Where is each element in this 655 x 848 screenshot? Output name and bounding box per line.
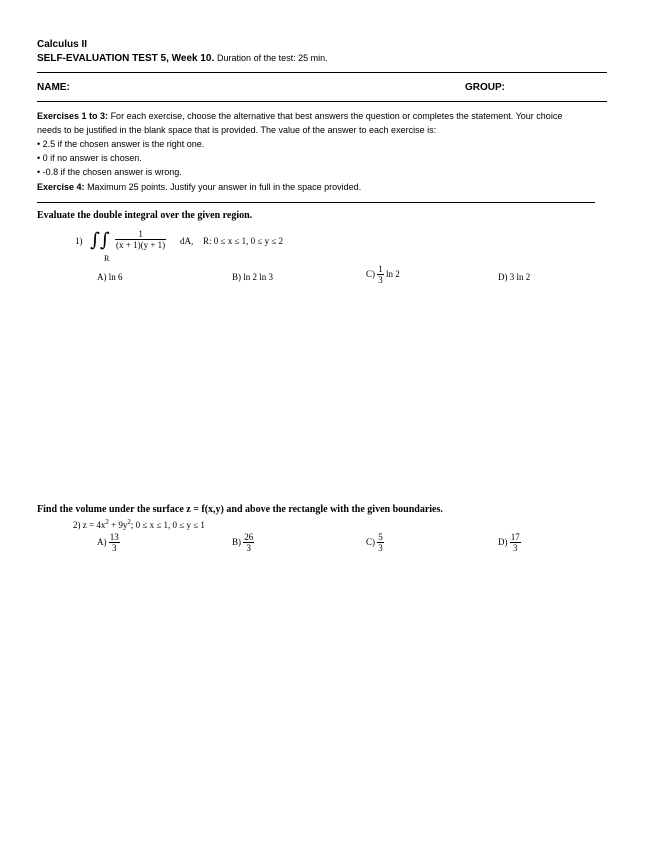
option-numerator: 1 (378, 264, 383, 274)
option-label: A) (97, 272, 107, 282)
option-1a[interactable] (97, 272, 123, 282)
option-2a[interactable] (97, 533, 120, 553)
problem-2-number: 2) (73, 520, 81, 530)
bullet-wrong: • -0.8 if the chosen answer is wrong. (37, 167, 182, 177)
section-1-heading: Evaluate the double integral over the given region. (37, 210, 253, 221)
test-title-line (37, 53, 328, 64)
option-numerator: 5 (378, 532, 383, 542)
problem-1-number: 1) (75, 236, 83, 246)
option-value: 3 ln 2 (509, 272, 531, 282)
option-denominator: 3 (109, 542, 120, 553)
option-1b[interactable] (232, 272, 273, 282)
option-2b[interactable] (232, 533, 254, 553)
section-2-heading: Find the volume under the surface z = f(x,y) and above the rectangle with the given boundaries. (37, 504, 443, 515)
option-2c[interactable] (366, 533, 384, 553)
integrand-denominator: (x + 1)(y + 1) (116, 240, 166, 250)
divider (37, 202, 595, 203)
test-duration: Duration of the test: 25 min. (217, 53, 328, 63)
name-label: NAME: (37, 82, 70, 93)
instructions-line-1 (37, 111, 562, 121)
region-definition: R: 0 ≤ x ≤ 1, 0 ≤ y ≤ 2 (203, 236, 284, 246)
option-label: C) (366, 269, 375, 280)
option-denominator: 3 (243, 542, 254, 553)
option-denominator: 3 (378, 275, 383, 285)
option-denominator: 3 (378, 543, 383, 553)
differential: dA, (180, 236, 194, 246)
course-title: Calculus II (37, 39, 88, 50)
instructions-line-2: needs to be justified in the blank space that is provided. The value of the answer to each exercise is: (37, 125, 437, 135)
exercise-4-text: Maximum 25 points. Justify your answer in full in the space provided. (87, 182, 362, 192)
surface-part-1: z = 4x (82, 520, 106, 530)
problem-2-statement (73, 520, 205, 530)
double-integral-sign: ∫∫ (90, 229, 110, 251)
exponent-1: 2 (105, 518, 109, 526)
bullet-right: • 2.5 if the chosen answer is the right one. (37, 139, 205, 149)
surface-part-2: + 9y (108, 520, 128, 530)
option-numerator: 13 (109, 532, 119, 542)
test-title: SELF-EVALUATION TEST 5, Week 10. (37, 53, 215, 64)
option-label: B) (232, 537, 241, 548)
exponent-2: 2 (127, 518, 131, 526)
option-label: C) (366, 537, 375, 548)
option-value: ln 2 (386, 269, 400, 280)
integrand-numerator: 1 (138, 229, 143, 239)
option-denominator: 3 (510, 542, 521, 553)
group-label: GROUP: (465, 82, 505, 93)
exercise-4-line (37, 182, 361, 192)
bullet-none: • 0 if no answer is chosen. (37, 153, 142, 163)
option-numerator: 17 (510, 532, 520, 542)
option-label: D) (498, 537, 508, 548)
option-label: B) (232, 272, 241, 282)
exercises-1-3-label: Exercises 1 to 3: (37, 111, 109, 121)
instructions-text-1: For each exercise, choose the alternative that best answers the question or completes the statement. Your choice (110, 111, 563, 121)
exercise-4-label: Exercise 4: (37, 182, 85, 192)
rectangle-bounds: ; 0 ≤ x ≤ 1, 0 ≤ y ≤ 1 (130, 520, 205, 530)
option-numerator: 26 (244, 532, 254, 542)
option-label: A) (97, 537, 107, 548)
option-1c[interactable] (366, 265, 400, 285)
option-label: D) (498, 272, 508, 282)
divider (37, 101, 607, 102)
option-value: ln 2 ln 3 (243, 272, 274, 282)
integrand-fraction (115, 230, 166, 250)
region-subscript: R (104, 254, 110, 263)
option-1d[interactable] (498, 272, 530, 282)
option-value: ln 6 (108, 272, 123, 282)
divider (37, 72, 607, 73)
option-2d[interactable] (498, 533, 521, 553)
